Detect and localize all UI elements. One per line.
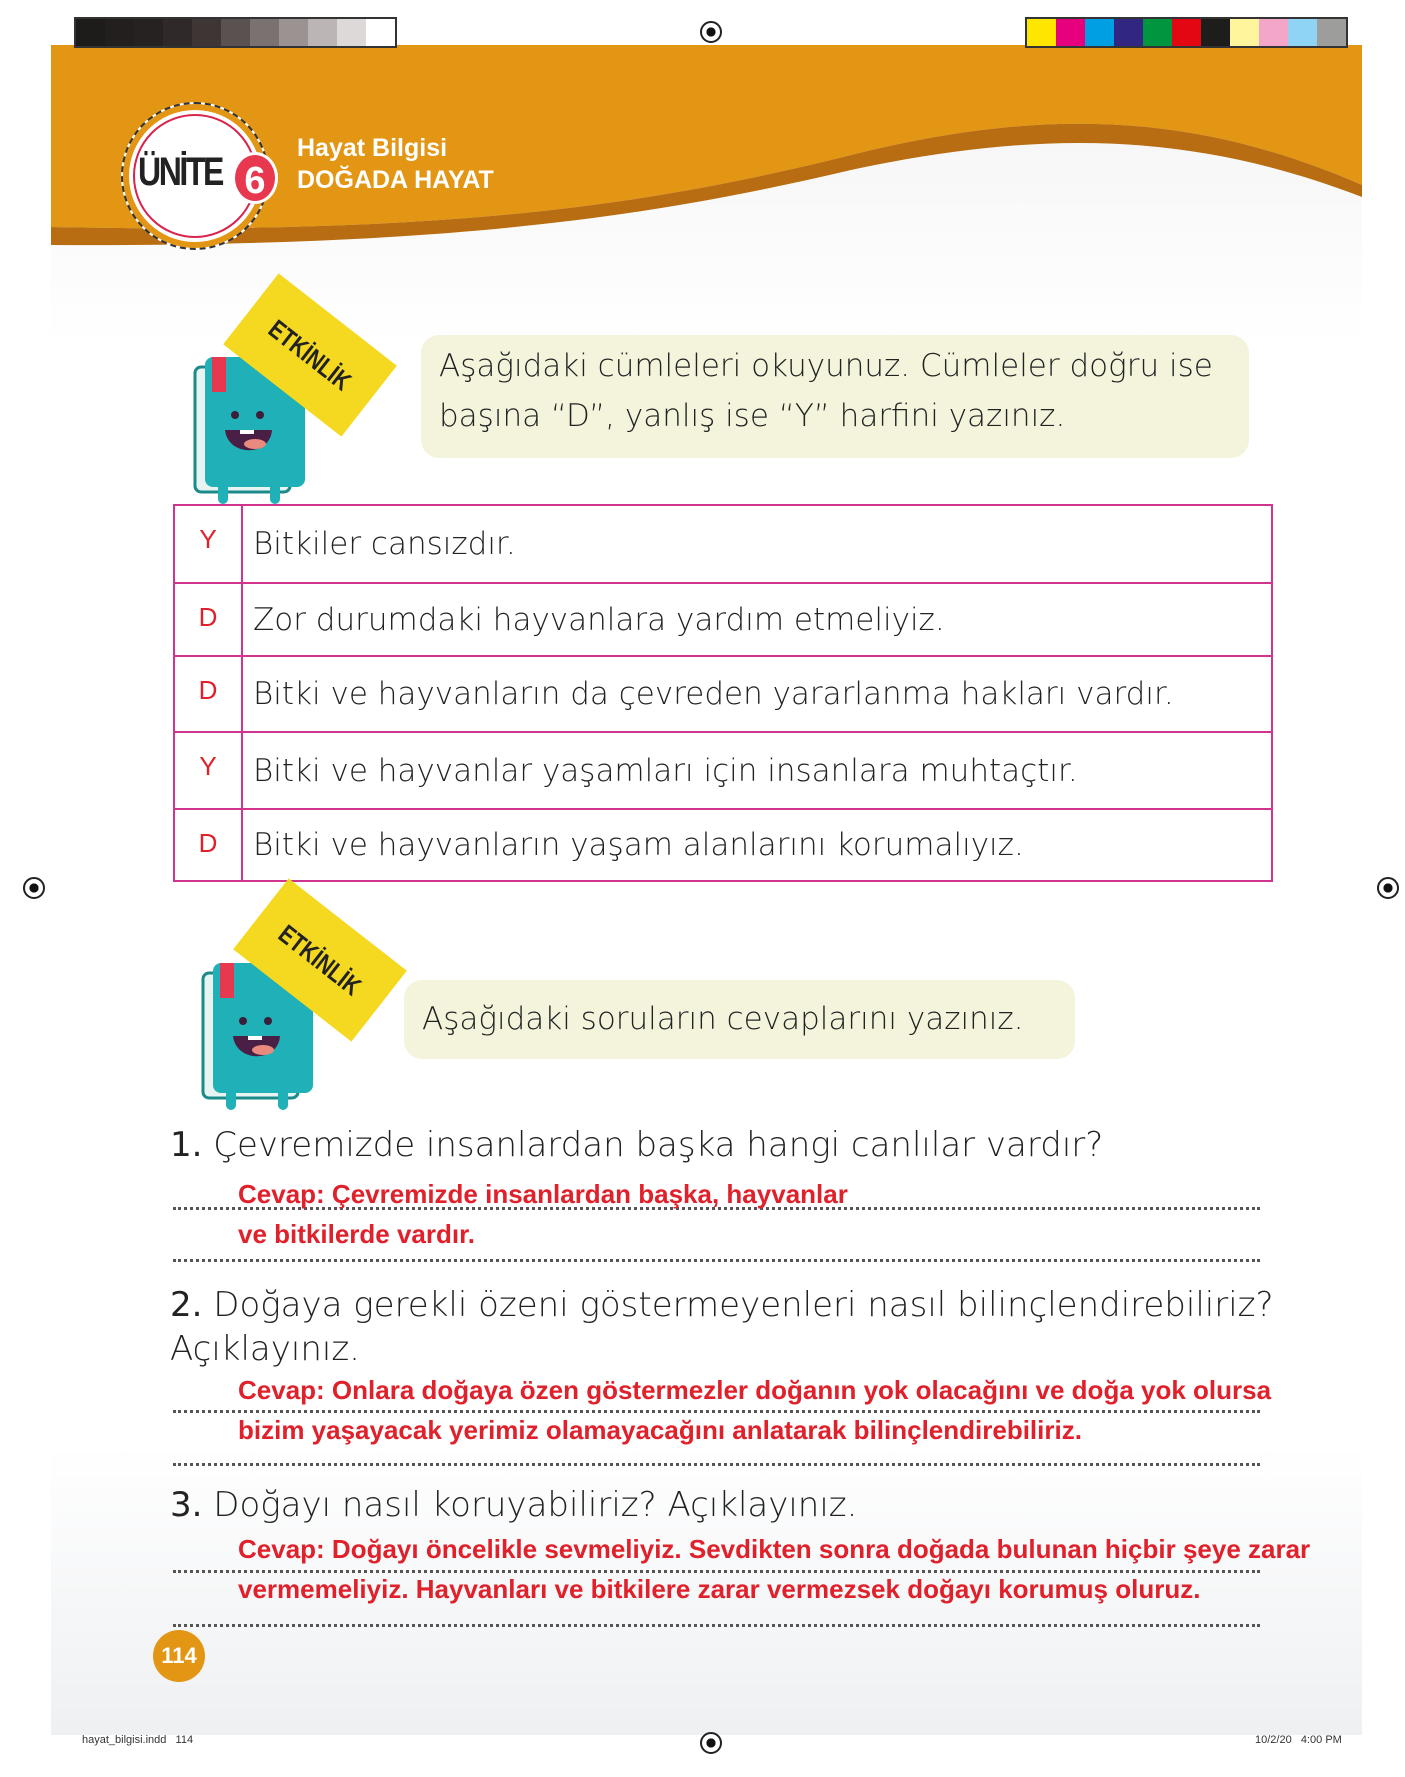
- instruction-box: Aşağıdaki cümleleri okuyunuz. Cümleler doğru ise başına “D”, yanlış ise “Y” harfini yazınız.: [421, 335, 1249, 458]
- answer-line-text: Cevap: Onlara doğaya özen göstermezler doğanın yok olacağını ve doğa yok olursa: [238, 1375, 1272, 1405]
- answer-line-text: Cevap: Doğayı öncelikle sevmeliyiz. Sevdikten sonra doğada bulunan hiçbir şeye zarar: [238, 1534, 1311, 1564]
- answer-cell[interactable]: D: [174, 656, 242, 732]
- answer-cell[interactable]: Y: [174, 732, 242, 809]
- unit-number: 6: [232, 152, 278, 204]
- gray-swatch: [366, 19, 395, 46]
- table-row: [174, 505, 1272, 583]
- footer-datetime: 10/2/20 4:00 PM: [1255, 1734, 1342, 1746]
- answer-line-text: Cevap: Çevremizde insanlardan başka, hayvanlar: [238, 1179, 848, 1209]
- instruction-box: Aşağıdaki soruların cevaplarını yazınız.: [404, 980, 1075, 1059]
- table-row: [174, 732, 1272, 809]
- table-row: [174, 656, 1272, 732]
- color-swatch: [1288, 19, 1317, 46]
- unit-title: [297, 132, 494, 196]
- question-1: [170, 1125, 1103, 1165]
- question-text: Çevremizde insanlardan başka hangi canlılar vardır?: [213, 1125, 1104, 1165]
- unit-name: DOĞADA HAYAT: [297, 166, 494, 194]
- gray-swatch: [105, 19, 134, 46]
- question-text: Doğayı nasıl koruyabiliriz? Açıklayınız.: [213, 1485, 858, 1525]
- table-row: [174, 583, 1272, 656]
- statement-cell: Zor durumdaki hayvanlara yardım etmeliyiz.: [242, 583, 1272, 656]
- question-text: Açıklayınız.: [170, 1329, 360, 1369]
- gray-swatch: [279, 19, 308, 46]
- etkinlik-badge: ETKİNLİK: [273, 918, 368, 1001]
- grayscale-calibration-bar: [74, 17, 397, 48]
- color-swatch: [1172, 19, 1201, 46]
- color-swatch: [1230, 19, 1259, 46]
- answer-line-text: bizim yaşayacak yerimiz olamayacağını anlatarak bilinçlendirebiliriz.: [238, 1415, 1082, 1445]
- subject-name: Hayat Bilgisi: [297, 134, 448, 162]
- question-text: Doğaya gerekli özeni göstermeyenleri nasıl bilinçlendirebiliriz?: [213, 1285, 1274, 1325]
- answer-cell[interactable]: D: [174, 583, 242, 656]
- answer-cell[interactable]: D: [174, 809, 242, 881]
- color-swatch: [1143, 19, 1172, 46]
- true-false-table: [173, 504, 1273, 882]
- color-swatch: [1259, 19, 1288, 46]
- question-2: [170, 1283, 1274, 1371]
- answer-2: [238, 1370, 1271, 1450]
- registration-mark-icon: [700, 1732, 722, 1754]
- statement-cell: Bitki ve hayvanların yaşam alanlarını korumalıyız.: [242, 809, 1272, 881]
- footer-filename: hayat_bilgisi.indd 114: [82, 1734, 194, 1746]
- gray-swatch: [76, 19, 105, 46]
- color-swatch: [1317, 19, 1346, 46]
- color-calibration-bar: [1025, 17, 1348, 48]
- answer-1: [238, 1174, 848, 1254]
- unit-label: ÜNİTE: [138, 150, 222, 194]
- statement-cell: Bitki ve hayvanlar yaşamları için insanlara muhtaçtır.: [242, 732, 1272, 809]
- gray-swatch: [250, 19, 279, 46]
- question-number: 3.: [170, 1485, 203, 1525]
- color-swatch: [1201, 19, 1230, 46]
- question-number: 1.: [170, 1125, 203, 1165]
- statement-cell: Bitkiler cansızdır.: [242, 505, 1272, 583]
- statement-cell: Bitki ve hayvanların da çevreden yararlanma hakları vardır.: [242, 656, 1272, 732]
- gray-swatch: [163, 19, 192, 46]
- registration-mark-icon: [1377, 877, 1399, 899]
- question-3: [170, 1485, 857, 1525]
- answer-line: [173, 1463, 1260, 1466]
- registration-mark-icon: [700, 21, 722, 43]
- gray-swatch: [337, 19, 366, 46]
- etkinlik-badge: ETKİNLİK: [263, 313, 358, 396]
- table-row: [174, 809, 1272, 881]
- answer-line: [173, 1624, 1260, 1627]
- color-swatch: [1056, 19, 1085, 46]
- answer-3: [238, 1529, 1310, 1609]
- color-swatch: [1085, 19, 1114, 46]
- color-swatch: [1114, 19, 1143, 46]
- answer-line: [173, 1259, 1260, 1262]
- answer-line-text: vermemeliyiz. Hayvanları ve bitkilere zarar vermezsek doğayı korumuş oluruz.: [238, 1574, 1201, 1604]
- gray-swatch: [192, 19, 221, 46]
- page-number: 114: [153, 1630, 205, 1682]
- answer-cell[interactable]: Y: [174, 505, 242, 583]
- gray-swatch: [308, 19, 337, 46]
- answer-line-text: ve bitkilerde vardır.: [238, 1219, 476, 1249]
- gray-swatch: [221, 19, 250, 46]
- color-swatch: [1027, 19, 1056, 46]
- registration-mark-icon: [23, 877, 45, 899]
- question-number: 2.: [170, 1285, 203, 1325]
- gray-swatch: [134, 19, 163, 46]
